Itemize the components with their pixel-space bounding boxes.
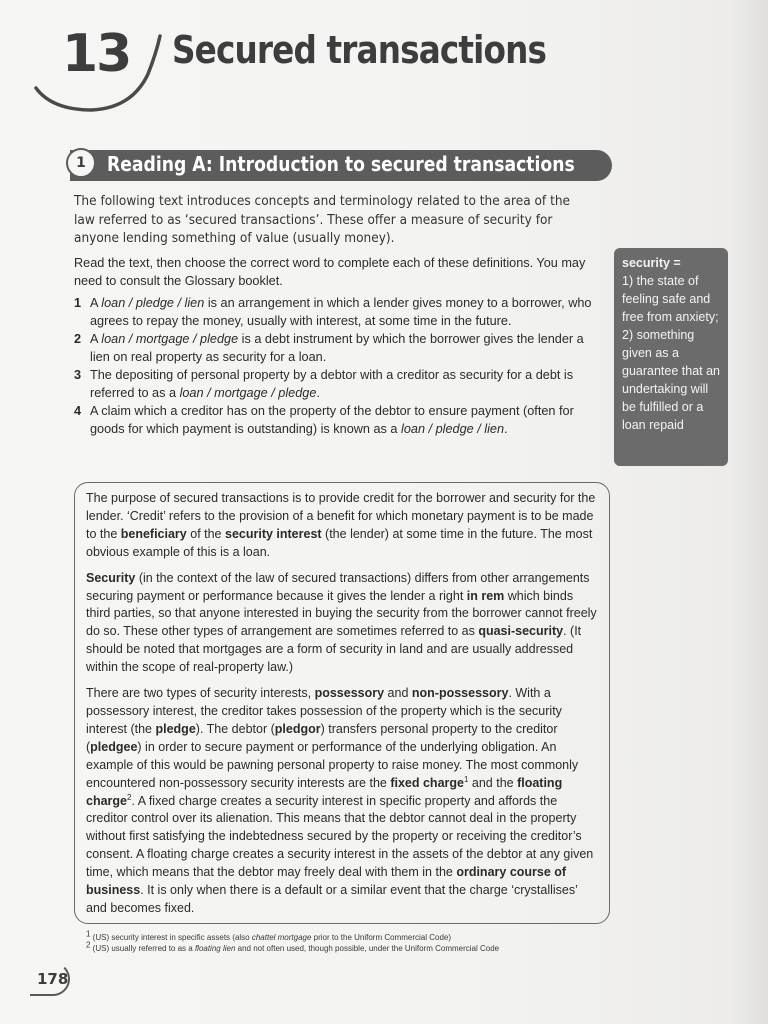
footnote-mark: 1 (86, 929, 91, 939)
footnote-term: floating lien (194, 944, 236, 953)
reading-paragraph-1 (86, 490, 600, 562)
definition-text: . (504, 422, 508, 436)
key-term: security interest (225, 526, 322, 541)
section-number: 1 (76, 155, 86, 171)
glossary-sidebar (614, 248, 728, 466)
reading-text-run: ) in order to secure payment or performance of the underlying obligation. An example of this would be pawning personal property to raise money. The most commonly encountered non-possessory security interests are the (86, 739, 579, 790)
definition-item (74, 330, 604, 366)
reading-text-run: ) transfers personal property to the creditor ( (86, 721, 558, 754)
reading-text-run: of the (186, 526, 225, 541)
footnote (86, 929, 606, 943)
footnote-text: (US) security interest in specific assets (also (90, 933, 252, 942)
footnote-ref: 1 (463, 774, 469, 784)
definition-number: 3 (74, 368, 82, 382)
footnote (86, 940, 606, 954)
footnotes (86, 929, 606, 954)
reading-text-run: which binds third parties, so that anyone interested in buying the security from the borrower cannot freely do so. These other types of arrangement are sometimes referred to as (86, 588, 597, 639)
definition-item (74, 366, 604, 402)
key-term: possessory (314, 686, 385, 701)
reading-text-run: There are two types of security interests, (86, 686, 315, 701)
key-term: fixed charge (390, 775, 464, 790)
footnote-text: prior to the Uniform Commercial Code) (311, 933, 452, 942)
key-term: floating charge (86, 775, 563, 808)
definition-text: The depositing of personal property by a debtor with a creditor as security for a debt is referred to as a (90, 368, 574, 400)
reading-text-run: . (It should be noted that mortgages are a form of security in land and are usually addressed within the scope of real-property law.) (86, 624, 582, 675)
reading-text-run: . With a possessory interest, the creditor takes possession of the property which is the security interest (the (86, 686, 562, 736)
key-term: in rem (466, 588, 505, 603)
intro-paragraph: The following text introduces concepts and terminology related to the area of the law referred to as ‘secured transactions’. These offer a measure of security for anyone lending something of value (usually money). (74, 193, 571, 246)
key-term: Security (86, 570, 136, 585)
reading-text-run: The purpose of secured transactions is to provide credit for the borrower and security for the lender. ‘Credit’ refers to the provision of a benefit for which monetary payment is to be made to the (86, 491, 596, 541)
footnote-text: (US) usually referred to as a (90, 944, 195, 953)
reading-text-run: (the lender) at some time in the future. The most obvious example of this is a loan. (86, 526, 593, 559)
definition-text: . (316, 386, 320, 400)
definition-text: A (90, 296, 102, 310)
definition-text: is an arrangement in which a lender gives money to a borrower, who agrees to repay the money, usually with interest, at some time in the future. (90, 296, 592, 328)
chapter-title: Secured transactions (172, 28, 547, 72)
word-options[interactable]: loan / pledge / lien (401, 422, 505, 436)
definition-text: A claim which a creditor has on the property of the debtor to ensure payment (often for goods for which payment is outstanding) is known as a (90, 404, 574, 436)
key-term: quasi-security (478, 624, 564, 639)
reading-text-run: ). The debtor ( (195, 721, 275, 736)
definition-number: 1 (74, 296, 82, 310)
key-term: pledgee (90, 739, 138, 754)
reading-paragraph-3 (86, 685, 600, 918)
reading-text (86, 490, 600, 926)
footnote-text: and not often used, though possible, under the Uniform Commercial Code (235, 944, 500, 953)
footnote-term: chattel mortgage (251, 933, 312, 942)
page-number: 178 (37, 970, 69, 988)
reading-text-run: and the (468, 775, 518, 790)
sidebar-definition-1: 1) the state of feeling safe and free from anxiety; (622, 274, 719, 324)
section-number-badge (66, 148, 96, 178)
sidebar-term: security = (622, 256, 681, 270)
key-term: pledgor (274, 721, 321, 736)
sidebar-definition-2: 2) something given as a guarantee that an undertaking will be fulfilled or a loan repaid (622, 328, 720, 432)
word-options[interactable]: loan / mortgage / pledge (101, 332, 239, 346)
definition-item (74, 294, 604, 330)
definition-text: is a debt instrument by which the borrower gives the lender a lien on real property as security for a loan. (90, 332, 584, 364)
key-term: beneficiary (120, 526, 187, 541)
chapter-number: 13 (62, 24, 131, 84)
reading-text-run: and (384, 686, 412, 701)
section-title: Reading A: Introduction to secured transactions (107, 152, 575, 176)
definition-exercise-list (74, 294, 604, 438)
key-term: pledge (155, 721, 196, 736)
reading-text-run: (in the context of the law of secured transactions) differs from other arrangements securing payment or performance because it gives the lender a right (86, 570, 590, 603)
exercise-instructions: Read the text, then choose the correct word to complete each of these definitions. You may need to consult the Glossary booklet. (74, 256, 586, 288)
definition-item (74, 402, 604, 438)
word-options[interactable]: loan / mortgage / pledge (179, 386, 317, 400)
reading-paragraph-2 (86, 570, 600, 677)
word-options[interactable]: loan / pledge / lien (101, 296, 205, 310)
key-term: non-possessory (411, 686, 509, 701)
footnote-mark: 2 (86, 940, 91, 950)
definition-number: 4 (74, 404, 82, 418)
reading-text-run: . A fixed charge creates a security interest in specific property and affords the creditor control over its alienation. This means that the debtor cannot deal in the property without first satisfying the indebtedness secured by the property or receiving the creditor’s consent. A floating charge creates a security interest in the assets of the debtor at any given time, which means that the debtor may freely deal with them in the (86, 793, 594, 880)
page-edge-shadow (728, 0, 768, 1024)
reading-text-run: . It is only when there is a default or a similar event that the charge ‘crystallises’ and becomes fixed. (86, 883, 578, 915)
key-term: ordinary course of business (86, 865, 567, 898)
definition-number: 2 (74, 332, 82, 346)
definition-text: A (90, 332, 102, 346)
footnote-ref: 2 (127, 792, 132, 802)
